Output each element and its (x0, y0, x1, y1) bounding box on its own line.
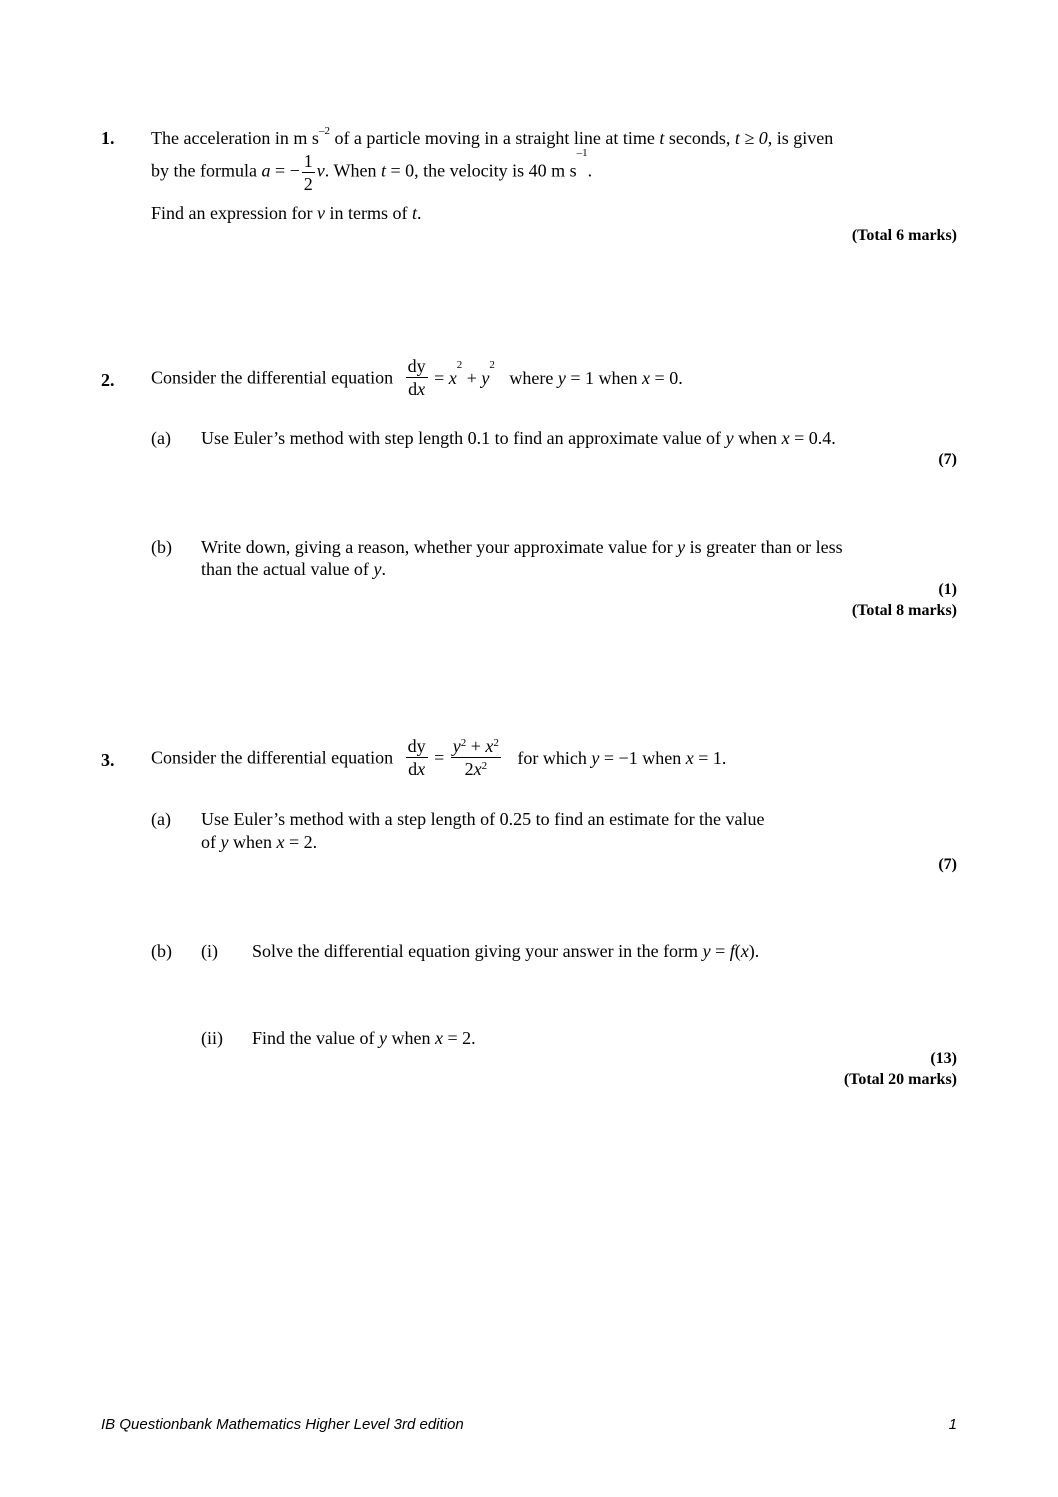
question-3b-i-label: (i) (201, 941, 218, 961)
question-1-line-2: by the formula a = − $\frac{1}{2}$ v. When t = 0, the velocity is 40 m $s^{-1}$. (151, 147, 593, 194)
question-2b-label: (b) (151, 537, 172, 557)
question-2-equation: Consider the differential equation $\frac{dy}{dx}$ = $x^2 + y^2$ where y = 1 when x = 0. (151, 356, 683, 399)
question-1-number: 1. (101, 128, 115, 148)
question-2a-text: Use Euler’s method with step length 0.1 to find an approximate value of y when x = 0.4. (201, 428, 836, 448)
question-3-total-marks: (Total 20 marks) (843, 1071, 957, 1088)
question-3-equation: Consider the differential equation $\frac{dy}{dx}$ = $\frac{y^2 + x^2}{2x^2}$ for which y = −1 when x = 1. (151, 736, 727, 779)
question-3a-line-2: of y when x = 2. (201, 832, 318, 852)
footer-title: IB Questionbank Mathematics Higher Level 3rd edition (101, 1416, 464, 1433)
question-2a-label: (a) (151, 428, 171, 448)
question-3-number: 3. (101, 750, 115, 770)
question-3b-marks: (13) (930, 1050, 957, 1067)
question-2-total-marks: (Total 8 marks) (851, 602, 957, 619)
question-3b-ii-label: (ii) (201, 1028, 223, 1048)
question-3b-label: (b) (151, 941, 172, 961)
question-3a-label: (a) (151, 809, 171, 829)
question-2-number: 2. (101, 370, 115, 390)
question-3b-ii-text: Find the value of y when x = 2. (252, 1028, 476, 1048)
question-1-line-3: Find an expression for v in terms of t. (151, 203, 422, 223)
question-3a-line-1: Use Euler’s method with a step length of 0.25 to find an estimate for the value (201, 809, 765, 829)
rhs-fraction: $\frac{y^2 + x^2}{2x^2}$ (452, 736, 499, 779)
question-3a-marks: (7) (938, 856, 957, 873)
page-number: 1 (948, 1416, 957, 1433)
question-1-line-1: The acceleration in m $s^{-2}$ of a particle moving in a straight line at time t seconds, t ≥ 0, is given (151, 125, 834, 148)
dy-dx-fraction: $\frac{dy}{dx}$ (407, 356, 426, 399)
dy-dx-fraction: $\frac{dy}{dx}$ (407, 736, 426, 779)
question-1-total-marks: (Total 6 marks) (851, 227, 957, 244)
question-2b-line-2: than the actual value of y. (201, 559, 386, 579)
question-2b-marks: (1) (938, 581, 957, 598)
question-3b-i-text: Solve the differential equation giving your answer in the form y = f(x). (252, 941, 760, 961)
fraction-one-half: $\frac{1}{2}$ (303, 151, 313, 194)
question-2b-line-1: Write down, giving a reason, whether your approximate value for y is greater than or less (201, 537, 843, 557)
question-2a-marks: (7) (938, 451, 957, 468)
